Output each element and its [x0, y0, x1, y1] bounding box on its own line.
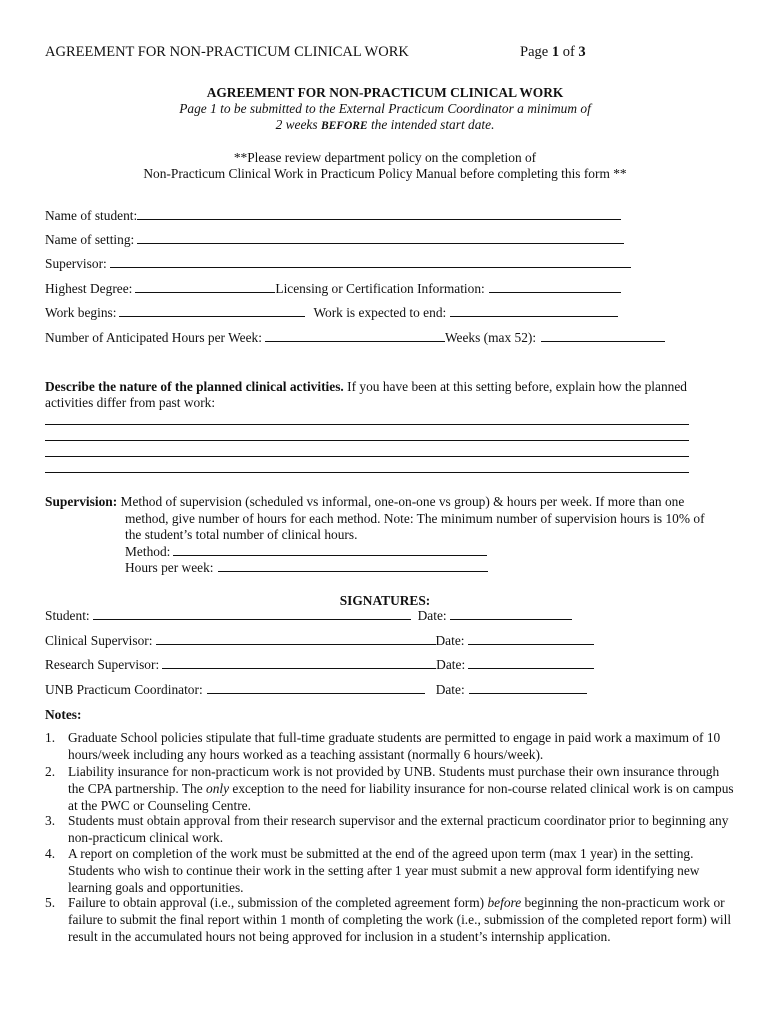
- method-label: Method:: [125, 544, 171, 559]
- highest-degree-field[interactable]: [135, 280, 275, 293]
- page-title: AGREEMENT FOR NON-PRACTICUM CLINICAL WORK: [206, 85, 564, 100]
- supervision-hours-row: [125, 559, 488, 576]
- describe-line-2: activities differ from past work:: [45, 395, 216, 410]
- research-supervisor-label: Research Supervisor:: [45, 657, 160, 672]
- licensing-field[interactable]: [489, 280, 621, 293]
- research-supervisor-date-label: Date:: [436, 657, 466, 672]
- setting-name-row: [45, 231, 624, 248]
- unb-coordinator-label: UNB Practicum Coordinator:: [45, 682, 203, 697]
- supervision-text-1: Method of supervision (scheduled vs informal, one-on-one vs group) & hours per week. If more than one: [117, 494, 685, 509]
- describe-answer-line-1[interactable]: [45, 424, 689, 425]
- supervision-line-1: [45, 493, 684, 510]
- weeks-label: Weeks (max 52):: [444, 330, 537, 345]
- hours-row: [45, 329, 665, 346]
- student-date-label: Date:: [417, 608, 447, 623]
- note-2-only: only: [206, 781, 230, 796]
- note-5-text: [68, 894, 735, 945]
- subtitle-post: the intended start date.: [367, 117, 495, 132]
- work-end-label: Work is expected to end:: [313, 305, 447, 320]
- note-1-number: 1.: [45, 730, 56, 745]
- describe-rest: If you have been at this setting before, explain how the planned: [343, 379, 687, 394]
- work-begins-field[interactable]: [119, 304, 305, 317]
- subtitle-before: BEFORE: [320, 120, 368, 132]
- clinical-supervisor-field[interactable]: [156, 632, 436, 645]
- method-row: [125, 543, 487, 560]
- clinical-supervisor-label: Clinical Supervisor:: [45, 633, 153, 648]
- work-end-field[interactable]: [450, 304, 618, 317]
- work-dates-row: [45, 304, 618, 321]
- note-2-text-b: exception to the need for liability insurance for non-course related clinical work is on campus at the PWC or Counseling Centre.: [68, 781, 734, 813]
- subtitle-pre: 2 weeks: [275, 117, 321, 132]
- note-5-before: before: [487, 895, 522, 910]
- setting-name-field[interactable]: [137, 231, 624, 244]
- student-name-label: Name of student:: [45, 208, 138, 223]
- research-supervisor-field[interactable]: [162, 656, 436, 669]
- hours-per-week-field[interactable]: [265, 329, 445, 342]
- note-1: [45, 729, 735, 763]
- weeks-field[interactable]: [541, 329, 665, 342]
- supervision-line-3: the student’s total number of clinical hours.: [125, 527, 358, 542]
- note-2-number: 2.: [45, 764, 56, 779]
- research-supervisor-date-field[interactable]: [468, 656, 594, 669]
- supervisor-label: Supervisor:: [45, 256, 107, 271]
- note-1-text: Graduate School policies stipulate that full-time graduate students are permitted to engage in paid work a maximum of 10 hours/week including any hours worked as a teaching assistant (normally 6 hours/week).: [68, 730, 721, 762]
- page-current: 1: [551, 44, 560, 60]
- method-field[interactable]: [173, 543, 487, 556]
- describe-answer-line-3[interactable]: [45, 456, 689, 457]
- note-3-text: Students must obtain approval from their research supervisor and the external practicum coordinator prior to beginning any non-practicum clinical work.: [68, 813, 729, 845]
- unb-coordinator-date-label: Date:: [435, 682, 465, 697]
- research-supervisor-row: [45, 656, 594, 673]
- describe-bold: Describe the nature of the planned clinical activities.: [45, 379, 344, 394]
- student-signature-field[interactable]: [93, 607, 411, 620]
- student-name-field[interactable]: [137, 207, 621, 220]
- note-3: [45, 812, 735, 846]
- licensing-label: Licensing or Certification Information:: [275, 281, 485, 296]
- note-5-text-a: Failure to obtain approval (i.e., submission of the completed agreement form): [68, 895, 488, 910]
- student-signature-label: Student:: [45, 608, 90, 623]
- setting-name-label: Name of setting:: [45, 232, 135, 247]
- student-signature-row: [45, 607, 572, 624]
- supervisor-row: [45, 255, 631, 272]
- describe-line-1: [45, 378, 687, 395]
- notes-heading: Notes:: [45, 707, 82, 722]
- student-name-row: [45, 207, 621, 224]
- note-4-text: A report on completion of the work must be submitted at the end of the agreed upon term (max 1 year) in the setting. Students who wish to continue their work in the setting after 1 year must submit a new approval form identifying new learning goals and opportunities.: [68, 846, 700, 895]
- highest-degree-label: Highest Degree:: [45, 281, 133, 296]
- hours-per-week-label: Number of Anticipated Hours per Week:: [45, 330, 262, 345]
- note-2: [45, 763, 735, 814]
- signatures-heading: SIGNATURES:: [339, 593, 431, 608]
- page-of: of: [559, 44, 579, 60]
- work-begins-label: Work begins:: [45, 305, 117, 320]
- page-prefix: Page: [520, 44, 552, 60]
- clinical-supervisor-row: [45, 632, 594, 649]
- note-5-number: 5.: [45, 895, 56, 910]
- student-date-field[interactable]: [450, 607, 572, 620]
- policy-note-line-2: Non-Practicum Clinical Work in Practicum Policy Manual before completing this form **: [143, 166, 627, 181]
- supervisor-field[interactable]: [110, 255, 631, 268]
- unb-coordinator-row: [45, 681, 587, 698]
- describe-answer-line-2[interactable]: [45, 440, 689, 441]
- note-2-text: [68, 763, 735, 814]
- note-2-text-a: Liability insurance for non-practicum work is not provided by UNB. Students must purchase their own insurance through the CPA partnership. The: [68, 764, 720, 796]
- unb-coordinator-field[interactable]: [207, 681, 425, 694]
- supervision-hours-label: Hours per week:: [125, 560, 214, 575]
- note-5-text-b: beginning the non-practicum work or failure to submit the final report within 1 month of completing the work (i.e., submission of the completed report form) will result in the accumulated hours not being approved for inclusion in a student’s internship application.: [68, 895, 732, 944]
- supervision-hours-field[interactable]: [218, 559, 488, 572]
- subtitle-line-2: [0, 116, 770, 135]
- clinical-supervisor-date-label: Date:: [435, 633, 465, 648]
- policy-note-line-1: **Please review department policy on the completion of: [233, 150, 537, 165]
- clinical-supervisor-date-field[interactable]: [468, 632, 594, 645]
- unb-coordinator-date-field[interactable]: [469, 681, 587, 694]
- page-indicator: [520, 44, 586, 61]
- note-3-number: 3.: [45, 813, 56, 828]
- describe-answer-line-4[interactable]: [45, 472, 689, 473]
- degree-row: [45, 280, 621, 297]
- page-total: 3: [578, 44, 586, 60]
- supervision-label: Supervision:: [45, 494, 118, 509]
- note-5: [45, 894, 735, 945]
- document-header-title: AGREEMENT FOR NON-PRACTICUM CLINICAL WORK: [45, 44, 409, 60]
- supervision-line-2: method, give number of hours for each method. Note: The minimum number of supervision hours is 10% of: [125, 511, 705, 526]
- subtitle-line-1: Page 1 to be submitted to the External Practicum Coordinator a minimum of: [179, 101, 591, 116]
- note-4: [45, 845, 735, 896]
- note-4-number: 4.: [45, 846, 56, 861]
